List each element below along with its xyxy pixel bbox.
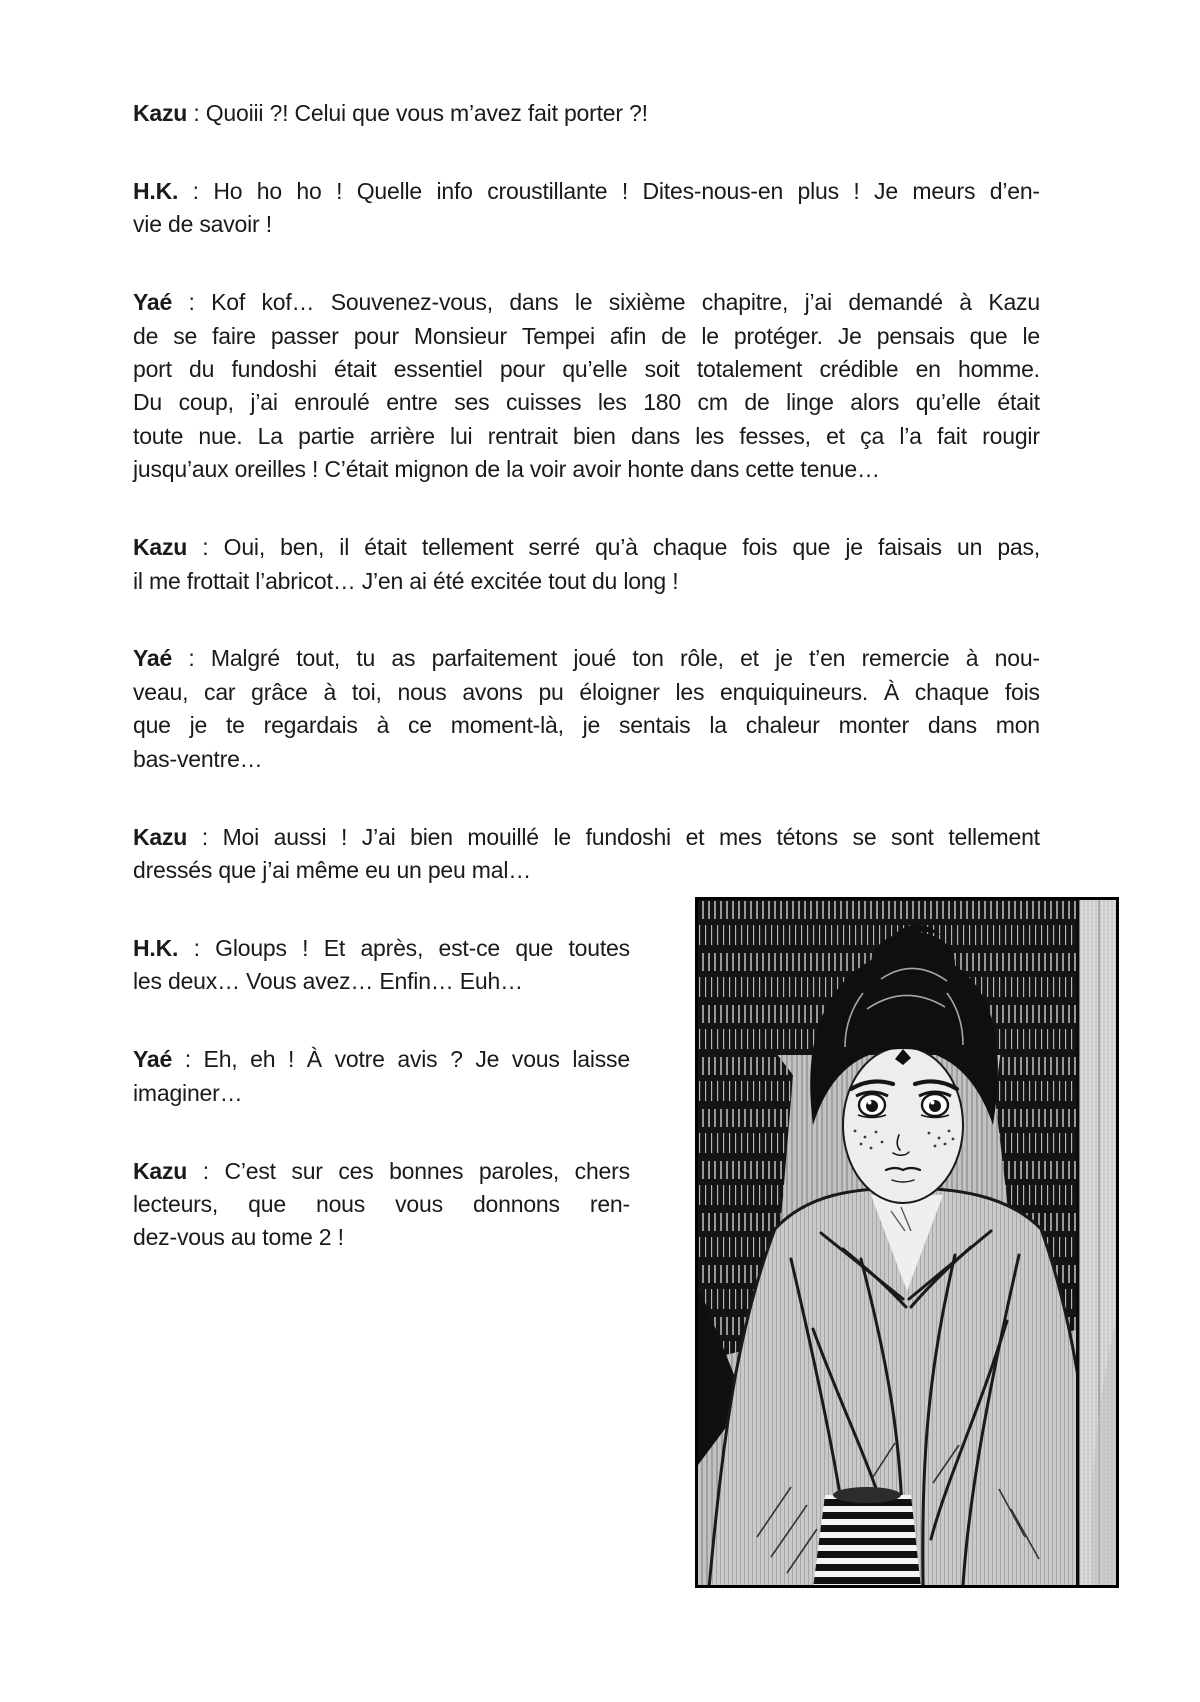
dialogue-line: bas-ventre… (133, 745, 263, 772)
dialogue-paragraph (133, 175, 1040, 242)
speaker-name: Kazu (133, 823, 188, 850)
obi-top-shadow (833, 1487, 901, 1503)
dialogue-line: Kazu : Quoiii ?! Celui que vous m’avez fait porter ?! (133, 100, 648, 126)
striped-obi (811, 1493, 923, 1588)
dialogue-line: Yaé : Kof kof… Souvenez-vous, dans le sixième chapitre, j’ai demandé à Kazu (133, 286, 1040, 319)
dialogue-paragraph (133, 932, 630, 999)
speaker-name: H.K. (133, 177, 179, 204)
dialogue-line: de se faire passer pour Monsieur Tempei afin de le protéger. Je pensais que le (133, 322, 1040, 349)
dialogue-paragraph (133, 821, 1040, 888)
dialogue-paragraph (133, 97, 1040, 130)
dialogue-line: veau, car grâce à toi, nous avons pu éloigner les enquiquineurs. À chaque fois (133, 678, 1040, 705)
speaker-name: Kazu (133, 1157, 188, 1184)
dialogue-line: Kazu : Oui, ben, il était tellement serré qu’à chaque fois que je faisais un pas, (133, 531, 1040, 564)
dialogue-line: lecteurs, que nous vous donnons ren- (133, 1190, 630, 1217)
face (843, 1047, 963, 1203)
dialogue-line: que je te regardais à ce moment-là, je sentais la chaleur monter dans mon (133, 712, 1040, 739)
dialogue-line: Yaé : Malgré tout, tu as parfaitement joué ton rôle, et je t’en remercie à nou- (133, 642, 1040, 675)
manga-illustration (695, 897, 1119, 1588)
dialogue-line: port du fundoshi était essentiel pour qu’elle soit totalement crédible en homme. (133, 356, 1040, 383)
dialogue-line: dressés que j’ai même eu un peu mal… (133, 857, 532, 883)
dialogue-line: jusqu’aux oreilles ! C’était mignon de la voir avoir honte dans cette tenue… (133, 456, 880, 483)
speaker-name: Yaé (133, 1046, 173, 1073)
dialogue-line: dez-vous au tome 2 ! (133, 1224, 344, 1251)
dialogue-line: imaginer… (133, 1079, 243, 1106)
dialogue-line: H.K. : Gloups ! Et après, est-ce que toutes (133, 932, 630, 965)
speaker-name: Kazu (133, 100, 188, 126)
dialogue-line: il me frottait l’abricot… J’en ai été excitée tout du long ! (133, 567, 679, 594)
dialogue-line: Kazu : Moi aussi ! J’ai bien mouillé le fundoshi et mes tétons se sont tellement (133, 821, 1040, 854)
dialogue-line: H.K. : Ho ho ho ! Quelle info croustillante ! Dites-nous-en plus ! Je meurs d’en- (133, 175, 1040, 208)
speaker-name: Kazu (133, 534, 188, 561)
dialogue-line: Kazu : C’est sur ces bonnes paroles, chers (133, 1155, 630, 1188)
dialogue-line: Yaé : Eh, eh ! À votre avis ? Je vous laisse (133, 1043, 630, 1076)
dialogue-paragraph (133, 1043, 630, 1110)
dialogue-paragraph (133, 642, 1040, 776)
panel-art (698, 900, 1116, 1588)
dialogue-line: vie de savoir ! (133, 211, 272, 238)
dialogue-line: Du coup, j’ai enroulé entre ses cuisses les 180 cm de linge alors qu’elle était (133, 389, 1040, 416)
speaker-name: Yaé (133, 289, 173, 316)
dialogue-paragraph (133, 531, 1040, 598)
door-edge-line (1076, 900, 1079, 1585)
dialogue-line: toute nue. La partie arrière lui rentrait bien dans les fesses, et ça l’a fait rougir (133, 422, 1040, 449)
manga-panel-drawing (695, 897, 1119, 1588)
dialogue-line: les deux… Vous avez… Enfin… Euh… (133, 968, 523, 995)
speaker-name: Yaé (133, 645, 173, 672)
dialogue-paragraph (133, 1155, 630, 1255)
dialogue-paragraph (133, 286, 1040, 486)
speaker-name: H.K. (133, 934, 179, 961)
